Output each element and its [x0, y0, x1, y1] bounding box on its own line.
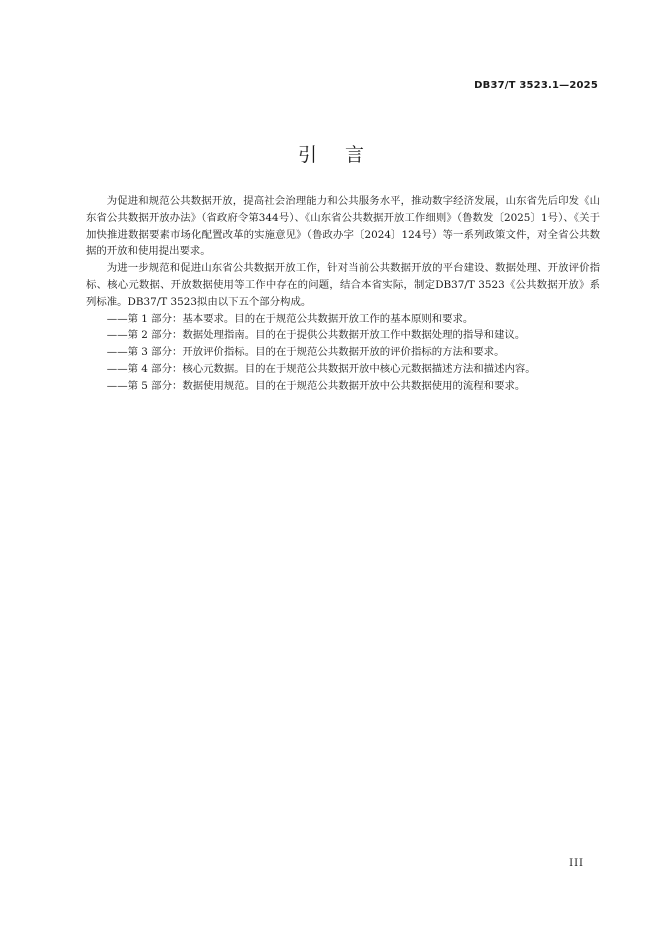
- part-item-4: ——第 4 部分：核心元数据。目的在于规范公共数据开放中核心元数据描述方法和描述内容。: [106, 362, 536, 375]
- intro-paragraph-2: 为进一步规范和促进山东省公共数据开放工作，针对当前公共数据开放的平台建设、数据处理、开放评价指标、核心元数据、开放数据使用等工作中存在的问题，结合本省实际，制定DB37/T 3523《公共数据开放》系列标准。DB37/T 3523拟由以下五个部分构成。: [86, 262, 600, 308]
- page-title: 引言: [297, 144, 392, 166]
- part-item-3: ——第 3 部分：开放评价指标。目的在于规范公共数据开放的评价指标的方法和要求。: [106, 346, 505, 359]
- part-item-1: ——第 1 部分：基本要求。目的在于规范公共数据开放工作的基本原则和要求。: [106, 312, 474, 325]
- document-id: DB37/T 3523.1—2025: [474, 80, 598, 91]
- part-item-2: ——第 2 部分：数据处理指南。目的在于提供公共数据开放工作中数据处理的指导和建议。: [106, 329, 526, 342]
- intro-paragraph-1: 为促进和规范公共数据开放，提高社会治理能力和公共服务水平，推动数字经济发展，山东省先后印发《山东省公共数据开放办法》（省政府令第344号）、《山东省公共数据开放工作细则》（鲁数发〔2025〕1号）、《关于加快推进数据要素市场化配置改革的实施意见》（鲁政办字〔2024〕124号）等一系列政策文件，对全省公共数据的开放和使用提出要求。: [86, 195, 600, 258]
- page-number: III: [569, 858, 584, 869]
- introduction-body: [86, 193, 600, 395]
- part-item-5: ——第 5 部分：数据使用规范。目的在于规范公共数据开放中公共数据使用的流程和要求。: [106, 379, 526, 392]
